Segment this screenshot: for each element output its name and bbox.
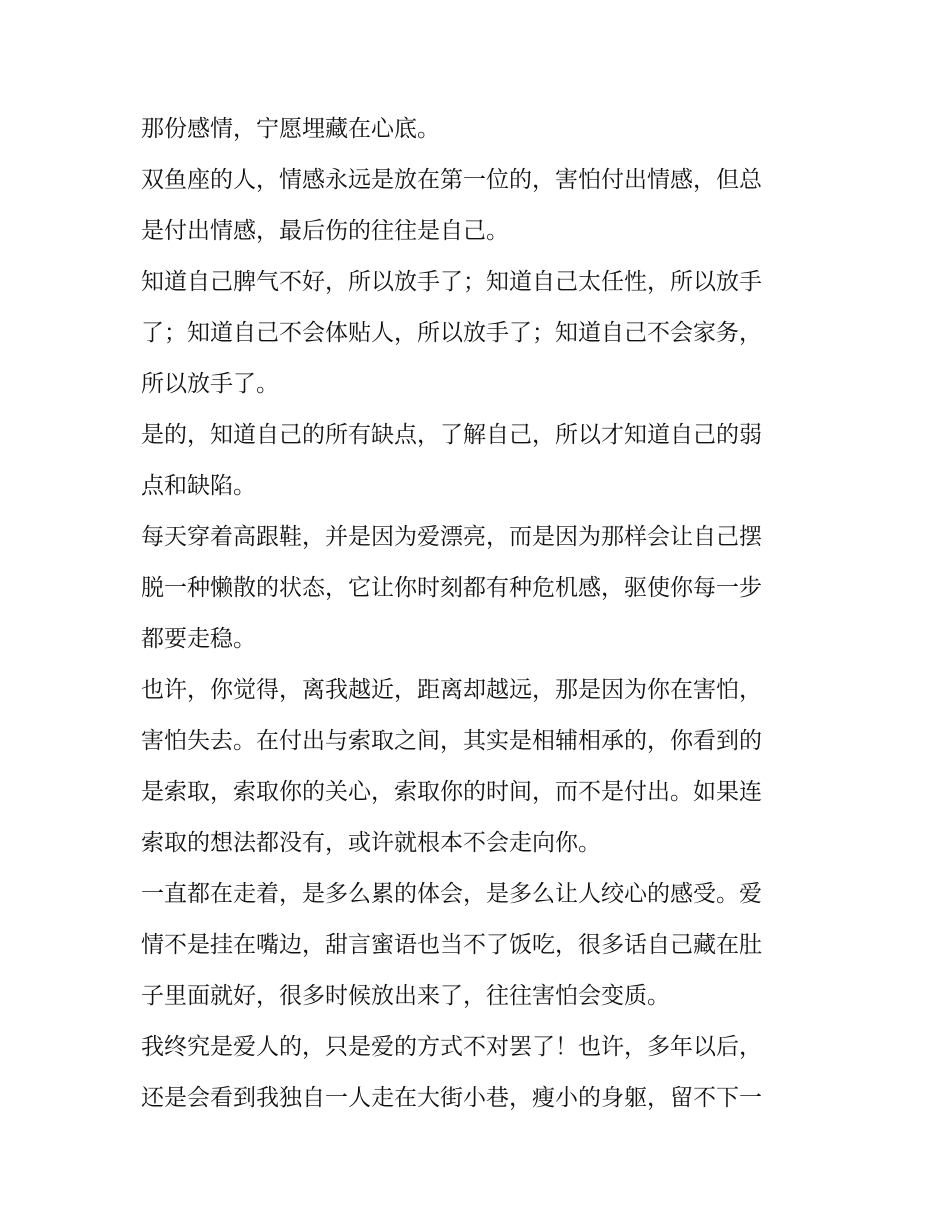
text-line: 也许，你觉得，离我越近，距离却越远，那是因为你在害怕， — [141, 677, 762, 703]
text-line: 还是会看到我独自一人走在大街小巷，瘦小的身躯，留不下一 — [141, 1085, 762, 1111]
text-line: 知道自己脾气不好，所以放手了；知道自己太任性，所以放手 — [141, 269, 762, 295]
document-body — [141, 104, 813, 1124]
text-line: 害怕失去。在付出与索取之间，其实是相辅相承的，你看到的 — [141, 728, 762, 754]
text-line: 双鱼座的人，情感永远是放在第一位的，害怕付出情感，但总 — [141, 167, 762, 193]
text-line: 所以放手了。 — [141, 371, 279, 397]
text-line: 脱一种懒散的状态，它让你时刻都有种危机感，驱使你每一步 — [141, 575, 762, 601]
text-line: 点和缺陷。 — [141, 473, 256, 499]
text-line: 都要走稳。 — [141, 626, 256, 652]
text-line: 是索取，索取你的关心，索取你的时间，而不是付出。如果连 — [141, 779, 762, 805]
text-line: 了；知道自己不会体贴人，所以放手了；知道自己不会家务， — [141, 320, 762, 346]
text-line: 那份感情，宁愿埋藏在心底。 — [141, 116, 440, 142]
text-line: 是付出情感，最后伤的往往是自己。 — [141, 218, 509, 244]
text-line: 子里面就好，很多时候放出来了，往往害怕会变质。 — [141, 983, 670, 1009]
text-line: 每天穿着高跟鞋，并是因为爱漂亮，而是因为那样会让自己摆 — [141, 524, 762, 550]
text-line: 一直都在走着，是多么累的体会，是多么让人绞心的感受。爱 — [141, 881, 762, 907]
text-line: 索取的想法都没有，或许就根本不会走向你。 — [141, 830, 601, 856]
text-line: 情不是挂在嘴边，甜言蜜语也当不了饭吃，很多话自己藏在肚 — [141, 932, 762, 958]
text-line: 我终究是爱人的，只是爱的方式不对罢了！也许，多年以后， — [141, 1034, 762, 1060]
text-line: 是的，知道自己的所有缺点，了解自己，所以才知道自己的弱 — [141, 422, 762, 448]
